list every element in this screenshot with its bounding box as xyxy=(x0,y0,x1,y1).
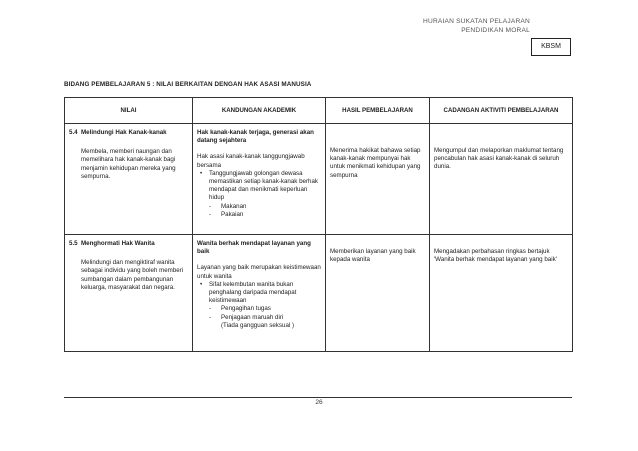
hasil-cell xyxy=(326,124,430,235)
kandungan-text: Layanan yang baik merupakan keistimewaan untuk wanita xyxy=(197,264,321,280)
subitem-text: Penjagaan maruah diri xyxy=(221,313,284,321)
column-header-nilai: NILAI xyxy=(65,98,193,124)
kandungan-note: (Tiada gangguan seksual ) xyxy=(221,321,295,329)
kandungan-cell xyxy=(193,124,326,235)
syllabus-table xyxy=(64,97,573,352)
cadangan-text: Mengumpul dan melaporkan maklumat tentang pencabulan hak asasi kanak-kanak di seluruh dunia. xyxy=(434,147,564,171)
subitem-text: Makanan xyxy=(221,202,247,210)
section-heading: BIDANG PEMBELAJARAN 5 : NILAI BERKAITAN DENGAN HAK ASASI MANUSIA xyxy=(64,81,312,88)
column-header-kandungan: KANDUNGAN AKADEMIK xyxy=(193,98,326,124)
kandungan-bullet xyxy=(197,170,321,203)
kandungan-title: Wanita berhak mendapat layanan yang baik xyxy=(197,240,311,256)
page-number: 26 xyxy=(315,399,323,406)
nilai-heading xyxy=(69,129,188,137)
bullet-text: Sifat kelembutan wanita bukan penghalang daripada mendapat keistimewaan xyxy=(209,280,297,305)
nilai-cell xyxy=(65,124,193,235)
nilai-number: 5.4 xyxy=(69,129,78,136)
kandungan-text: Hak asasi kanak-kanak tanggungjawab bersama xyxy=(197,153,305,169)
column-header-hasil: HASIL PEMBELAJARAN xyxy=(326,98,430,124)
bullet-marker: • xyxy=(200,280,203,288)
bullet-text: Tanggungjawab golongan dewasa memastikan setiap kanak-kanak berhak mendapat dan menikmati keperluan hidup xyxy=(209,169,319,202)
document-header xyxy=(310,17,530,35)
header-title: HURAIAN SUKATAN PELAJARAN xyxy=(423,18,530,25)
cadangan-cell xyxy=(430,124,573,235)
kandungan-bullet xyxy=(197,281,321,306)
nilai-description: Melindungi dan mengiktiraf wanita sebagai individu yang boleh memberi sumbangan dalam pembangunan keluarga, masyarakat dan negara. xyxy=(81,259,184,291)
table-row xyxy=(65,235,573,352)
kandungan-subitem: - Makanan xyxy=(209,202,247,210)
kandungan-title: Hak kanak-kanak terjaga, generasi akan datang sejahtera xyxy=(197,129,314,145)
table-row xyxy=(65,124,573,235)
nilai-description: Membela, memberi naungan dan memelihara hak kanak-kanak bagi menjamin kehidupan mereka yang sempurna. xyxy=(81,148,176,180)
subitem-text: Pakaian xyxy=(221,210,244,218)
bullet-marker: • xyxy=(200,169,203,177)
footer-divider xyxy=(64,397,572,398)
kandungan-subitem: - Pakaian xyxy=(209,210,244,218)
kbsm-badge: KBSM xyxy=(531,38,571,56)
column-header-cadangan: CADANGAN AKTIVITI PEMBELAJARAN xyxy=(430,98,573,124)
cadangan-text: Mengadakan perbahasan ringkas bertajuk 'Wanita berhak mendapat layanan yang baik' xyxy=(434,248,557,264)
kandungan-subitem: - Pengagihan tugas xyxy=(209,305,271,313)
hasil-text: Menerima hakikat bahawa setiap kanak-kanak mempunyai hak untuk menikmati kehidupan yang sempurna xyxy=(330,147,421,179)
hasil-text: Memberikan layanan yang baik kepada wanita xyxy=(330,248,416,264)
header-subtitle: PENDIDIKAN MORAL xyxy=(461,27,530,34)
hasil-cell xyxy=(326,235,430,352)
cadangan-cell xyxy=(430,235,573,352)
table-header-row xyxy=(65,98,573,124)
nilai-heading xyxy=(69,240,188,248)
kandungan-subitem: - Penjagaan maruah diri xyxy=(209,313,284,321)
nilai-title: Melindungi Hak Kanak-kanak xyxy=(81,129,167,136)
nilai-title: Menghormati Hak Wanita xyxy=(81,240,155,247)
nilai-cell xyxy=(65,235,193,352)
subitem-text: Pengagihan tugas xyxy=(221,305,271,313)
kandungan-cell xyxy=(193,235,326,352)
nilai-number: 5.5 xyxy=(69,240,78,247)
